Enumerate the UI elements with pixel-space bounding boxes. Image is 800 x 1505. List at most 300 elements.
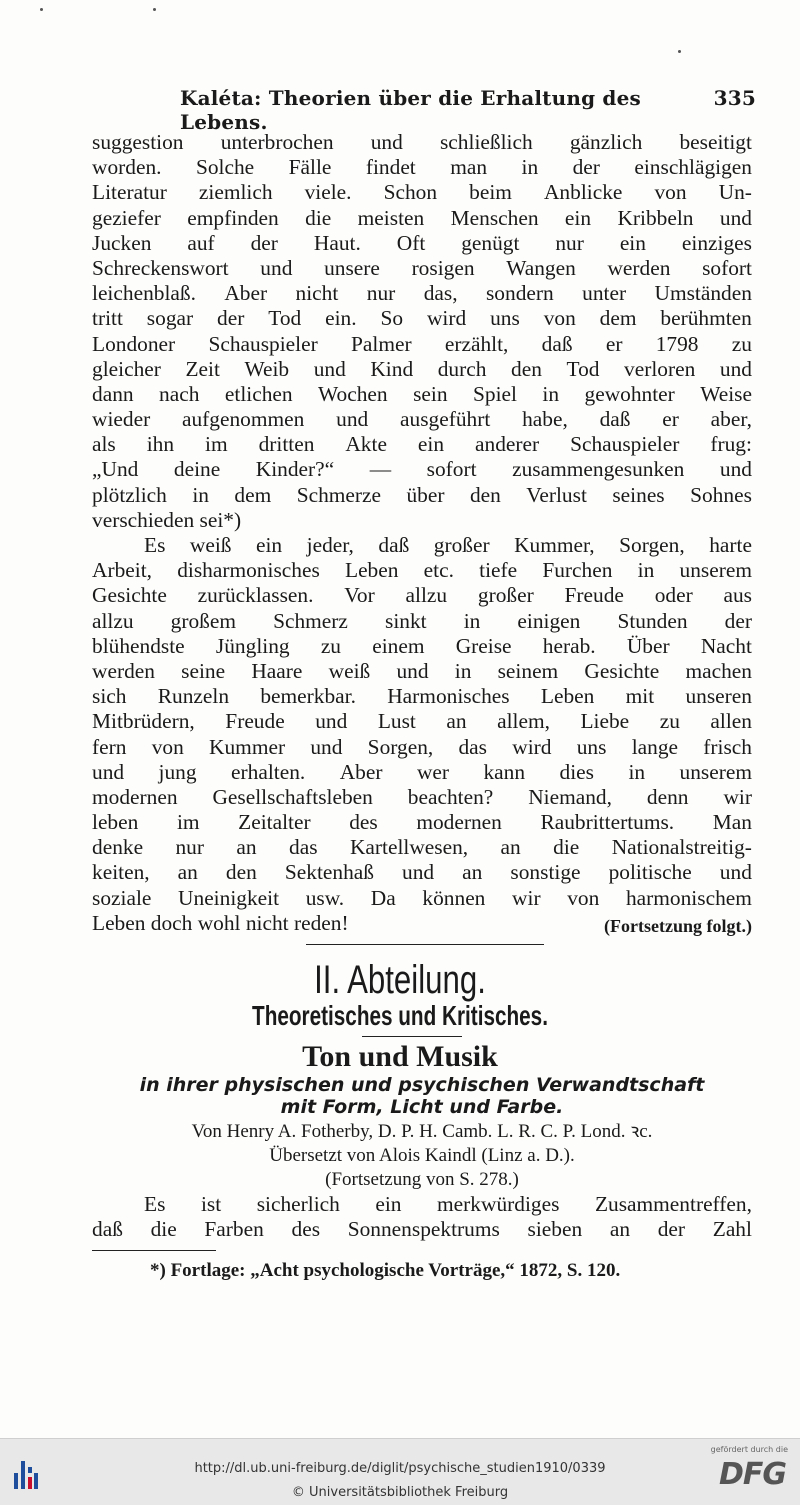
word: sofort [426, 457, 477, 482]
word: die [305, 205, 332, 230]
word: modernen [416, 810, 502, 835]
word: Da [370, 885, 396, 910]
word: sieben [527, 1217, 583, 1242]
word: kann [483, 759, 526, 784]
word: und [719, 860, 752, 885]
word: und [402, 860, 435, 885]
word: deine [173, 457, 221, 482]
body-line [92, 835, 752, 860]
dfg-funding-note: gefördert durch die [710, 1445, 788, 1454]
word: politische [608, 860, 692, 885]
word: aufgenommen [181, 407, 305, 432]
word: und [396, 658, 429, 683]
body-line [92, 558, 752, 583]
word: nicht [295, 281, 339, 306]
body-line [92, 332, 752, 357]
word: ihn [146, 432, 175, 457]
word: usw. [305, 885, 345, 910]
scan-speck [153, 8, 156, 11]
word: seines [612, 482, 665, 507]
word: fern [92, 734, 127, 759]
article-subtitle-1: in ihrer physischen und psychischen Verwandtschaft [139, 1074, 705, 1096]
word: „Und [92, 457, 139, 482]
body-line [92, 382, 752, 407]
word: frisch [703, 734, 752, 759]
word: sicherlich [256, 1192, 340, 1216]
word: großer [477, 583, 534, 608]
word: nur [175, 835, 204, 860]
section-rule [306, 944, 544, 945]
word: von [654, 180, 687, 205]
word: sinkt [385, 608, 427, 633]
word: leben [92, 810, 139, 835]
word: den [225, 860, 257, 885]
word: nur [555, 230, 584, 255]
word: So [380, 306, 404, 331]
word: in [542, 381, 560, 406]
body-line [92, 684, 752, 709]
word: Sorgen, [619, 533, 685, 557]
word: zusammengesunken [512, 457, 685, 482]
word: Kummer [209, 734, 286, 759]
body-line [92, 634, 752, 659]
word: Schmerze [296, 482, 382, 507]
word: dies [559, 759, 594, 784]
body-line: verschieden sei*) [92, 507, 242, 532]
word: erzählt, [444, 331, 509, 356]
footnote-rule [92, 1250, 216, 1251]
word: Man [712, 810, 752, 835]
word: zu [659, 709, 680, 734]
word: unserem [679, 558, 752, 583]
word: merkwürdiges [437, 1192, 560, 1216]
article-subtitle-2: mit Form, Licht und Farbe. [280, 1096, 564, 1118]
body-last-line [92, 911, 752, 936]
word: Weise [700, 381, 752, 406]
word: Londoner [92, 331, 176, 356]
word: Mitbrüdern, [92, 709, 195, 734]
word: aus [723, 583, 752, 608]
scan-speck [678, 50, 681, 53]
word: von [543, 306, 576, 331]
word: Raubrittertums. [540, 810, 675, 835]
word: Jüngling [215, 633, 290, 658]
word: oder [654, 583, 693, 608]
word: Zahl [712, 1217, 752, 1242]
word: wird [512, 734, 552, 759]
word: harte [709, 533, 752, 557]
body-line [92, 785, 752, 810]
word: Über [626, 633, 670, 658]
word: findet [365, 155, 416, 180]
word: Kribbeln [617, 205, 694, 230]
word: als [92, 432, 116, 457]
word: jung [158, 759, 197, 784]
word: bemerkbar. [260, 684, 356, 709]
word: Schon [383, 180, 438, 205]
word: Menschen [450, 205, 539, 230]
word: einziges [681, 230, 752, 255]
word: auf [187, 230, 215, 255]
word: großem [170, 608, 236, 633]
body-line [92, 357, 752, 382]
word: Freude [225, 709, 285, 734]
body-line [92, 709, 752, 734]
word: tiefe [479, 558, 518, 583]
word: Zeit [185, 356, 220, 381]
word: uns [490, 306, 520, 331]
word: Gesichte [584, 658, 660, 683]
word: sonstige [510, 860, 581, 885]
word: ist [200, 1192, 222, 1216]
word: wir [512, 885, 541, 910]
word: sein [413, 381, 448, 406]
word: gleicher [92, 356, 161, 381]
word: Liebe [580, 709, 630, 734]
word: anderer [475, 432, 540, 457]
word: keiten, [92, 860, 150, 885]
word: wer [416, 759, 450, 784]
word: Schreckenswort [92, 255, 229, 280]
word: können [422, 885, 486, 910]
word: Nationalstreitig- [611, 835, 752, 860]
body-line [92, 860, 752, 885]
word: daß [541, 331, 573, 356]
body-line [92, 457, 752, 482]
word: und [310, 734, 343, 759]
dfg-logo: DFG [718, 1457, 786, 1492]
word: nach [159, 381, 200, 406]
word: Haare [251, 658, 303, 683]
word: mit [625, 684, 655, 709]
word: man [450, 155, 488, 180]
word: modernen [92, 784, 178, 809]
word: sofort [702, 255, 752, 280]
word: an [177, 860, 198, 885]
word: das [289, 835, 318, 860]
word: und [719, 205, 752, 230]
word: seinem [497, 658, 559, 683]
word: Leben [540, 684, 595, 709]
word: einschlägigen [634, 155, 752, 180]
word: dann [92, 381, 134, 406]
word: der [217, 306, 245, 331]
word: und [313, 356, 346, 381]
word: Lust [377, 709, 416, 734]
word: zurücklassen. [197, 583, 314, 608]
body-line [92, 483, 752, 508]
word: Runzeln [157, 684, 230, 709]
article-body [92, 1192, 752, 1242]
body-line [92, 659, 752, 684]
body-line [92, 609, 752, 634]
word: den [469, 482, 501, 507]
word: und [260, 255, 293, 280]
body-last-line-text: Leben doch wohl nicht reden! [92, 910, 349, 935]
word: nur [366, 281, 396, 306]
word: beim [469, 180, 512, 205]
word: lange [631, 734, 679, 759]
word: in [637, 558, 655, 583]
word: wird [426, 306, 467, 331]
article-line [92, 1217, 752, 1242]
section-heading: II. Abteilung. [314, 958, 486, 1002]
word: uns [576, 734, 607, 759]
word: jeder, [306, 533, 354, 557]
word: Schauspieler [570, 432, 680, 457]
word: Kinder?“ [255, 457, 335, 482]
word: von [567, 885, 600, 910]
word: er [605, 331, 623, 356]
word: beachten? [407, 784, 494, 809]
word: weiß [328, 658, 371, 683]
word: der [657, 1217, 686, 1242]
body-text [92, 130, 752, 936]
word: Kummer, [514, 533, 595, 557]
word: disharmonisches [177, 558, 320, 583]
word: die [150, 1217, 177, 1242]
word: einem [372, 633, 425, 658]
word: Aber [224, 281, 268, 306]
word: Leben [345, 558, 399, 583]
word: Kartellwesen, [349, 835, 469, 860]
body-line [92, 281, 752, 306]
word: unseren [685, 684, 752, 709]
word: Verlust [526, 482, 587, 507]
word: gänzlich [569, 130, 643, 154]
word: das, [423, 281, 458, 306]
running-head-title: Kaléta: Theorien über die Erhaltung des Lebens. [180, 86, 641, 134]
word: Wochen [318, 381, 388, 406]
word: Freude [564, 583, 624, 608]
word: Sonnenspektrums [347, 1217, 500, 1242]
word: Vor [344, 583, 375, 608]
word: Un- [718, 180, 752, 205]
word: dem [234, 482, 272, 507]
word: Niemand, [528, 784, 612, 809]
word: erhalten. [231, 759, 306, 784]
word: aber, [710, 407, 752, 432]
running-head [180, 86, 756, 134]
word: an [236, 835, 257, 860]
word: 1798 [655, 331, 699, 356]
body-line [92, 130, 752, 155]
permalink[interactable]: http://dl.ub.uni-freiburg.de/diglit/psychische_studien1910/0339 [194, 1461, 606, 1476]
word: und [315, 709, 348, 734]
word: beseitigt [679, 130, 752, 154]
word: Sohnes [690, 482, 752, 507]
word: harmonischem [625, 885, 752, 910]
body-lines [92, 130, 752, 911]
word: allzu [92, 608, 134, 633]
word: einigen [517, 608, 581, 633]
word: an [500, 835, 521, 860]
word: und [92, 759, 125, 784]
word: werden [92, 658, 155, 683]
word: sondern [485, 281, 554, 306]
word: allem, [497, 709, 550, 734]
body-line [92, 886, 752, 911]
word: und [370, 130, 403, 154]
word: im [205, 432, 228, 457]
word: unterbrochen [220, 130, 334, 154]
word: denn [646, 784, 689, 809]
word: Schauspieler [208, 331, 318, 356]
word: blühendste [92, 633, 185, 658]
word: ein. [325, 306, 357, 331]
word: etc. [423, 558, 454, 583]
word: werden [607, 255, 671, 280]
word: etlichen [224, 381, 293, 406]
author-line: Von Henry A. Fotherby, D. P. H. Camb. L. R. C. P. Lond. ꝛc. [191, 1121, 653, 1142]
word: Sorgen, [367, 734, 434, 759]
word: von [151, 734, 184, 759]
word: frug: [710, 432, 752, 457]
word: Aber [339, 759, 383, 784]
word: Es [144, 1192, 166, 1216]
word: herab. [542, 633, 596, 658]
word: Akte [345, 432, 387, 457]
word: wir [723, 784, 752, 809]
word: Tod [268, 306, 302, 331]
word: Sektenhaß [284, 860, 374, 885]
body-line [92, 180, 752, 205]
word: ausgeführt [400, 407, 491, 432]
article-title: Ton und Musik [302, 1040, 498, 1073]
word: Es [144, 533, 166, 557]
word: Anblicke [543, 180, 623, 205]
word: unserem [679, 759, 752, 784]
word: Fälle [288, 155, 332, 180]
word: der [250, 230, 278, 255]
word: plötzlich [92, 482, 167, 507]
word: Uneinigkeit [178, 885, 280, 910]
word: schließlich [439, 130, 533, 154]
word: weiß [189, 533, 232, 557]
word: Arbeit, [92, 558, 152, 583]
word: soziale [92, 885, 152, 910]
continuation-note: (Fortsetzung von S. 278.) [325, 1169, 519, 1190]
word: an [462, 860, 483, 885]
word: meisten [357, 205, 425, 230]
word: ein [256, 533, 283, 557]
word: Schmerz [273, 608, 348, 633]
word: daß [378, 533, 410, 557]
viewer-footer [0, 1438, 800, 1505]
word: denke [92, 835, 144, 860]
word: Farben [204, 1217, 264, 1242]
word: suggestion [92, 130, 184, 154]
word: Furchen [542, 558, 613, 583]
word: über [406, 482, 445, 507]
body-line [92, 583, 752, 608]
word: ein [375, 1192, 402, 1216]
word: sich [92, 684, 127, 709]
word: Greise [455, 633, 512, 658]
title-rule [362, 1036, 462, 1037]
word: und [336, 407, 369, 432]
word: und [719, 356, 752, 381]
word: in [521, 155, 539, 180]
word: daß [599, 407, 631, 432]
word: unsere [324, 255, 380, 280]
word: die [553, 835, 580, 860]
word: dem [599, 306, 637, 331]
word: unter [582, 281, 627, 306]
body-line [92, 155, 752, 180]
word: im [176, 810, 200, 835]
word: habe, [522, 407, 568, 432]
word: berühmten [660, 306, 752, 331]
word: genügt [461, 230, 520, 255]
word: und [719, 457, 752, 482]
word: Umständen [654, 281, 752, 306]
word: leichenblaß. [92, 281, 196, 306]
word: der [572, 155, 600, 180]
word: seine [181, 658, 226, 683]
word: dritten [258, 432, 315, 457]
word: viele. [304, 180, 352, 205]
word: er [662, 407, 679, 432]
article-line [92, 1192, 752, 1217]
word: Zeitalter [238, 810, 311, 835]
word: Weib [244, 356, 290, 381]
continued-note: (Fortsetzung folgt.) [604, 915, 752, 936]
word: großer [433, 533, 490, 557]
body-line [92, 407, 752, 432]
word: ein [417, 432, 445, 457]
word: sogar [146, 306, 194, 331]
word: des [291, 1217, 321, 1242]
word: Oft [396, 230, 426, 255]
word: ein [619, 230, 646, 255]
word: worden. [92, 155, 162, 180]
word: Nacht [700, 633, 752, 658]
word: Spiel [472, 381, 517, 406]
body-line [92, 760, 752, 785]
word: Gesellschaftsleben [212, 784, 373, 809]
word: Wangen [506, 255, 576, 280]
word: gewohnter [584, 381, 675, 406]
body-line [92, 206, 752, 231]
word: zu [731, 331, 752, 356]
word: ein [564, 205, 592, 230]
word: in [628, 759, 646, 784]
word: verloren [624, 356, 696, 381]
body-line [92, 231, 752, 256]
word: an [609, 1217, 631, 1242]
body-line [92, 432, 752, 457]
word: Jucken [92, 230, 152, 255]
word: allen [710, 709, 752, 734]
footnote: *) Fortlage: „Acht psychologische Vorträge,“ 1872, S. 120. [150, 1260, 621, 1281]
word: an [446, 709, 467, 734]
word: Harmonisches [387, 684, 510, 709]
copyright: © Universitätsbibliothek Freiburg [291, 1485, 509, 1500]
page-number: 335 [713, 86, 756, 110]
section-subheading: Theoretisches und Kritisches. [252, 1000, 548, 1031]
scan-speck [40, 8, 43, 11]
word: den [511, 356, 542, 381]
word: in [454, 658, 472, 683]
word: geziefer [92, 205, 161, 230]
word: tritt [92, 306, 123, 331]
word: Palmer [351, 331, 412, 356]
word: Stunden [617, 608, 688, 633]
word: machen [685, 658, 752, 683]
word: daß [92, 1217, 123, 1242]
word: Literatur [92, 180, 167, 205]
